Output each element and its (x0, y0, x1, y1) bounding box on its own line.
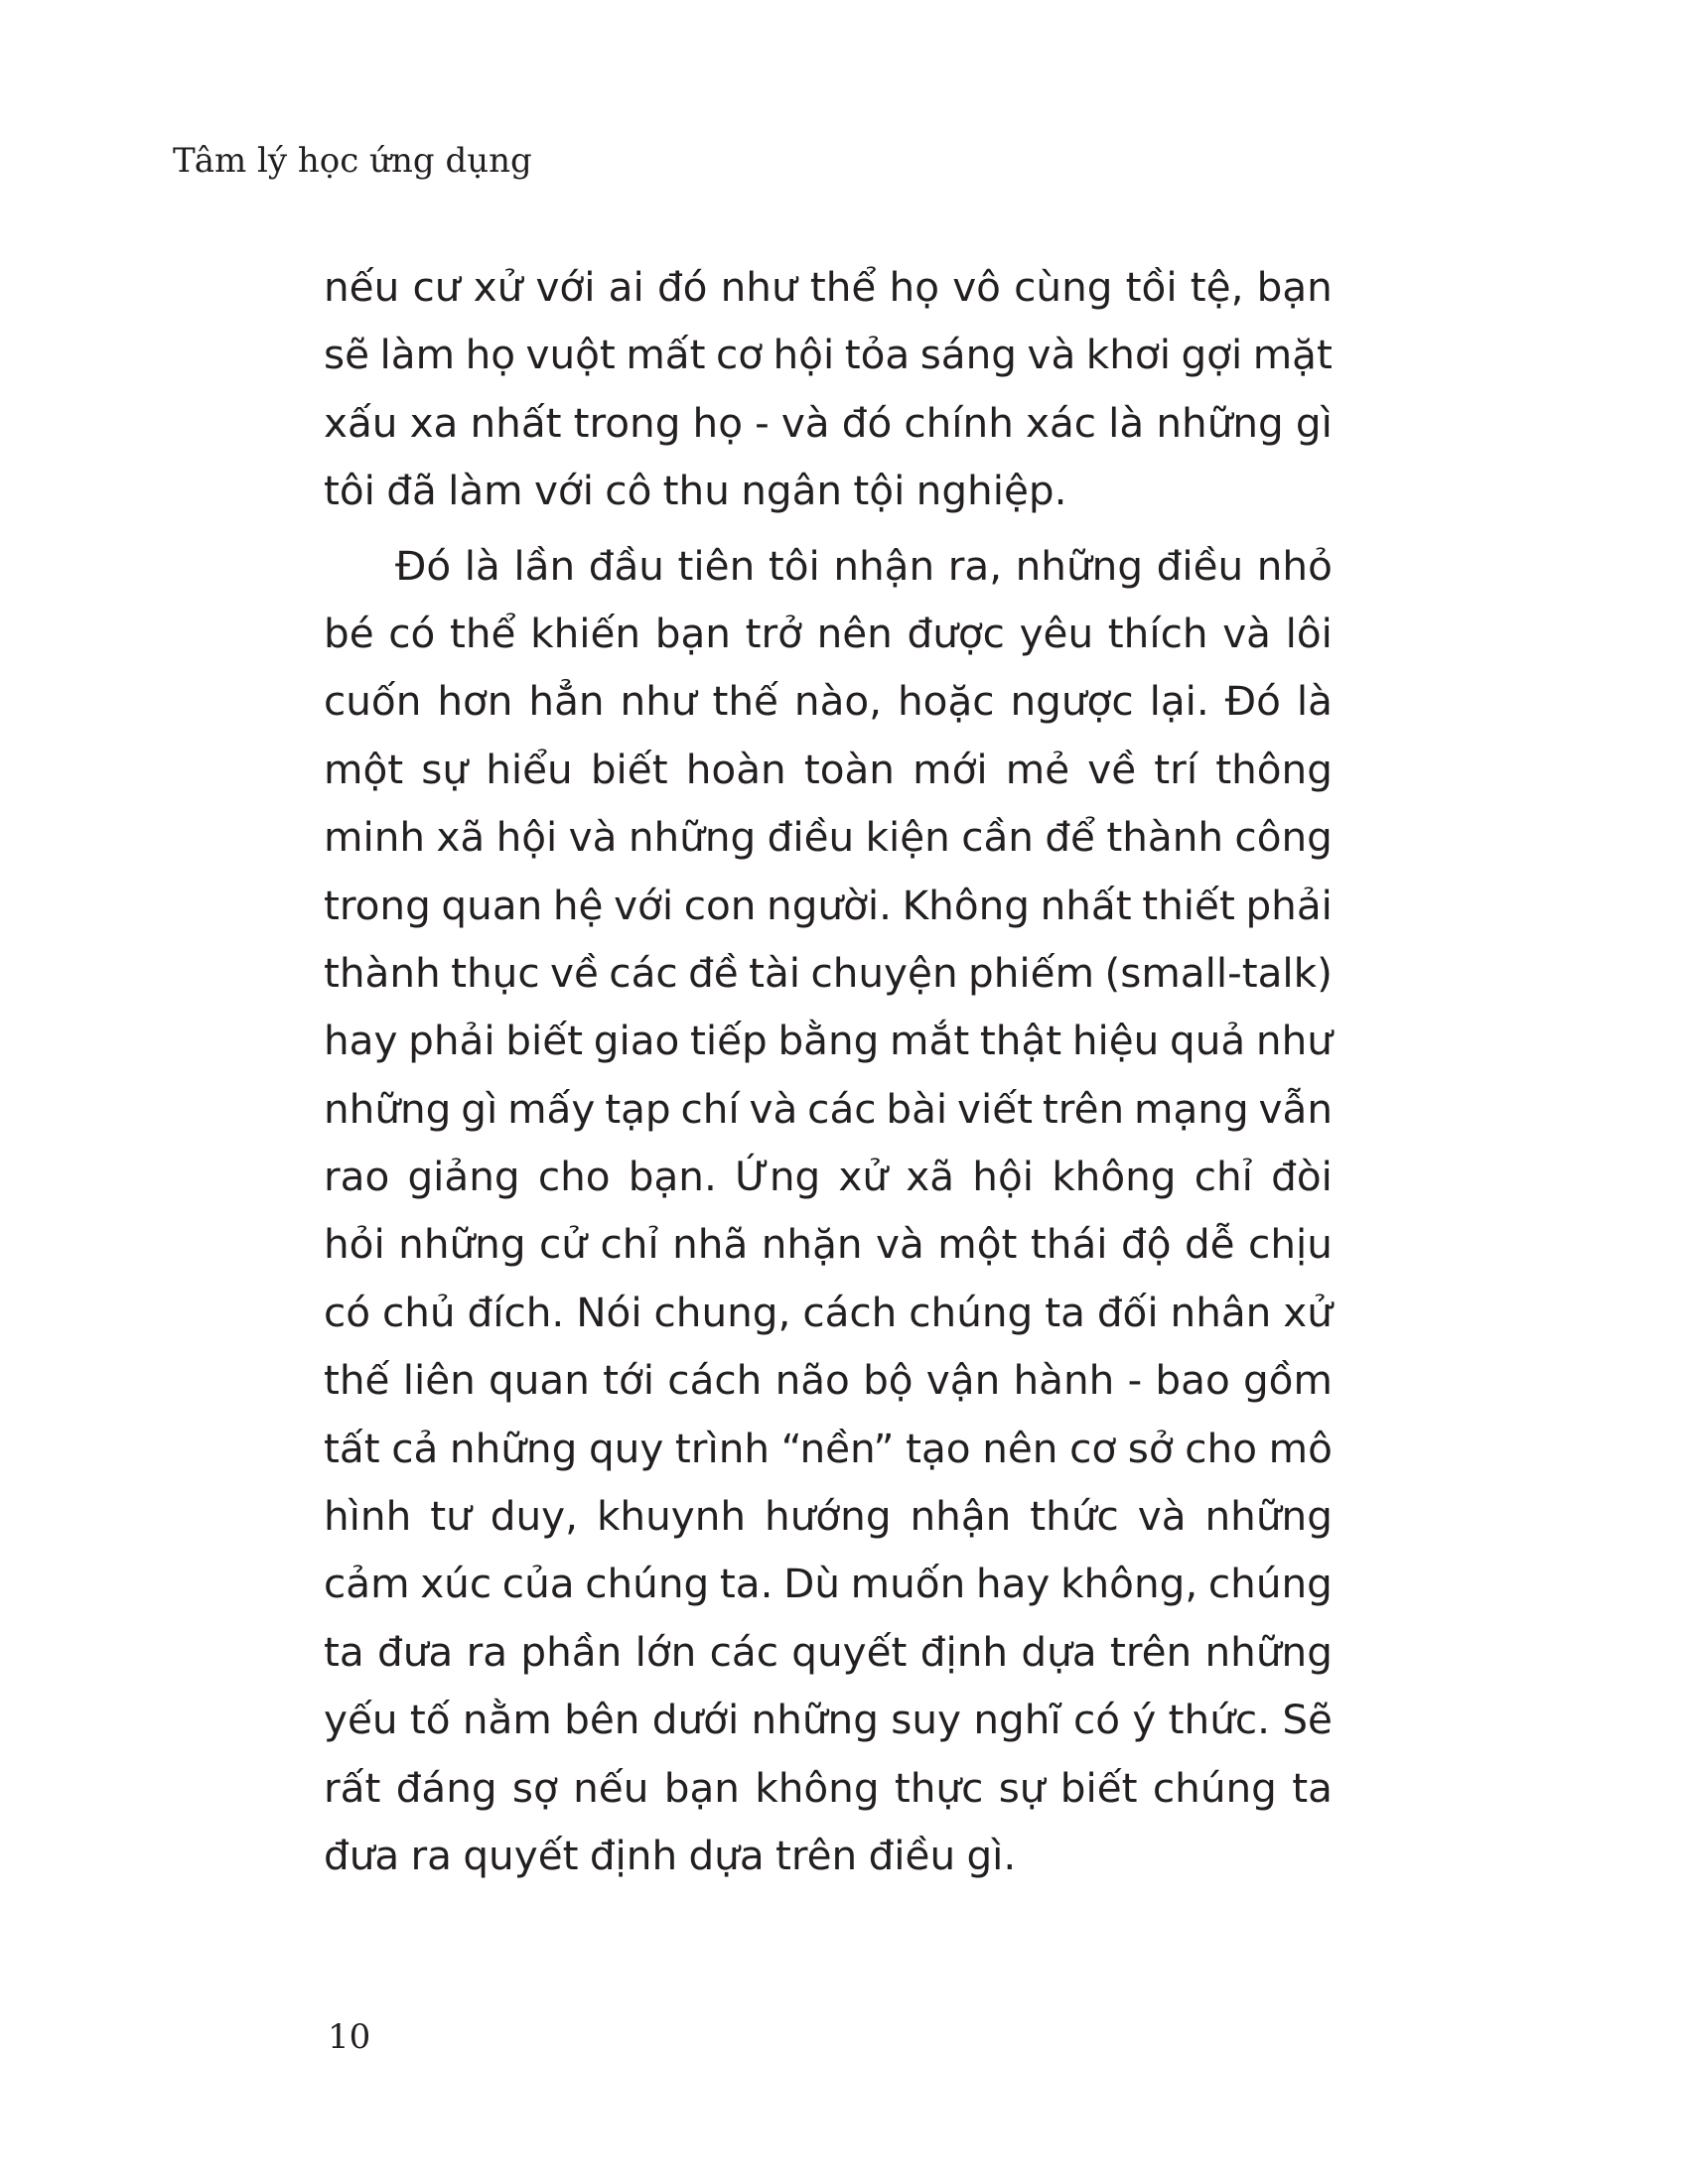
text-line: nếu cư xử với ai đó như thể họ vô cùng tồi tệ, bạn (324, 263, 1333, 311)
page-number: 10 (328, 2017, 371, 2057)
text-line: bé có thể khiến bạn trở nên được yêu thích và lôi (324, 609, 1333, 657)
text-line: tôi đã làm với cô thu ngân tội nghiệp. (324, 467, 1067, 515)
text-line: ta đưa ra phần lớn các quyết định dựa trên những (324, 1627, 1333, 1676)
text-line: minh xã hội và những điều kiện cần để thành công (324, 813, 1333, 862)
paragraph (324, 253, 1333, 525)
text-line: sẽ làm họ vuột mất cơ hội tỏa sáng và khơi gợi mặt (324, 331, 1333, 379)
text-line: yếu tố nằm bên dưới những suy nghĩ có ý thức. Sẽ (324, 1696, 1333, 1744)
text-line: rất đáng sợ nếu bạn không thực sự biết chúng ta (324, 1763, 1333, 1812)
text-line: Đó là lần đầu tiên tôi nhận ra, những điều nhỏ (395, 541, 1333, 590)
text-line: hỏi những cử chỉ nhã nhặn và một thái độ dễ chịu (324, 1220, 1333, 1269)
text-line: cuốn hơn hẳn như thế nào, hoặc ngược lại. Đó là (324, 677, 1333, 726)
text-line: thành thục về các đề tài chuyện phiếm (small-talk) (324, 948, 1333, 997)
text-line: một sự hiểu biết hoàn toàn mới mẻ về trí thông (324, 745, 1333, 793)
text-line: những gì mấy tạp chí và các bài viết trên mạng vẫn (324, 1084, 1333, 1133)
text-line: trong quan hệ với con người. Không nhất thiết phải (324, 881, 1333, 929)
text-line: đưa ra quyết định dựa trên điều gì. (324, 1831, 1017, 1879)
text-line: tất cả những quy trình “nền” tạo nên cơ sở cho mô (324, 1424, 1333, 1472)
text-line: hay phải biết giao tiếp bằng mắt thật hiệu quả như (324, 1017, 1333, 1065)
text-line: hình tư duy, khuynh hướng nhận thức và những (324, 1492, 1333, 1541)
text-line: thế liên quan tới cách não bộ vận hành - bao gồm (324, 1356, 1333, 1405)
text-line: có chủ đích. Nói chung, cách chúng ta đối nhân xử (324, 1288, 1333, 1336)
text-line: xấu xa nhất trong họ - và đó chính xác là những gì (324, 398, 1333, 447)
body-text (324, 253, 1333, 1889)
paragraph-gap (324, 525, 1333, 532)
paragraph (324, 532, 1333, 1890)
text-line: cảm xúc của chúng ta. Dù muốn hay không, chúng (324, 1560, 1333, 1608)
running-header: Tâm lý học ứng dụng (173, 141, 532, 181)
text-line: rao giảng cho bạn. Ứng xử xã hội không chỉ đòi (324, 1153, 1333, 1201)
